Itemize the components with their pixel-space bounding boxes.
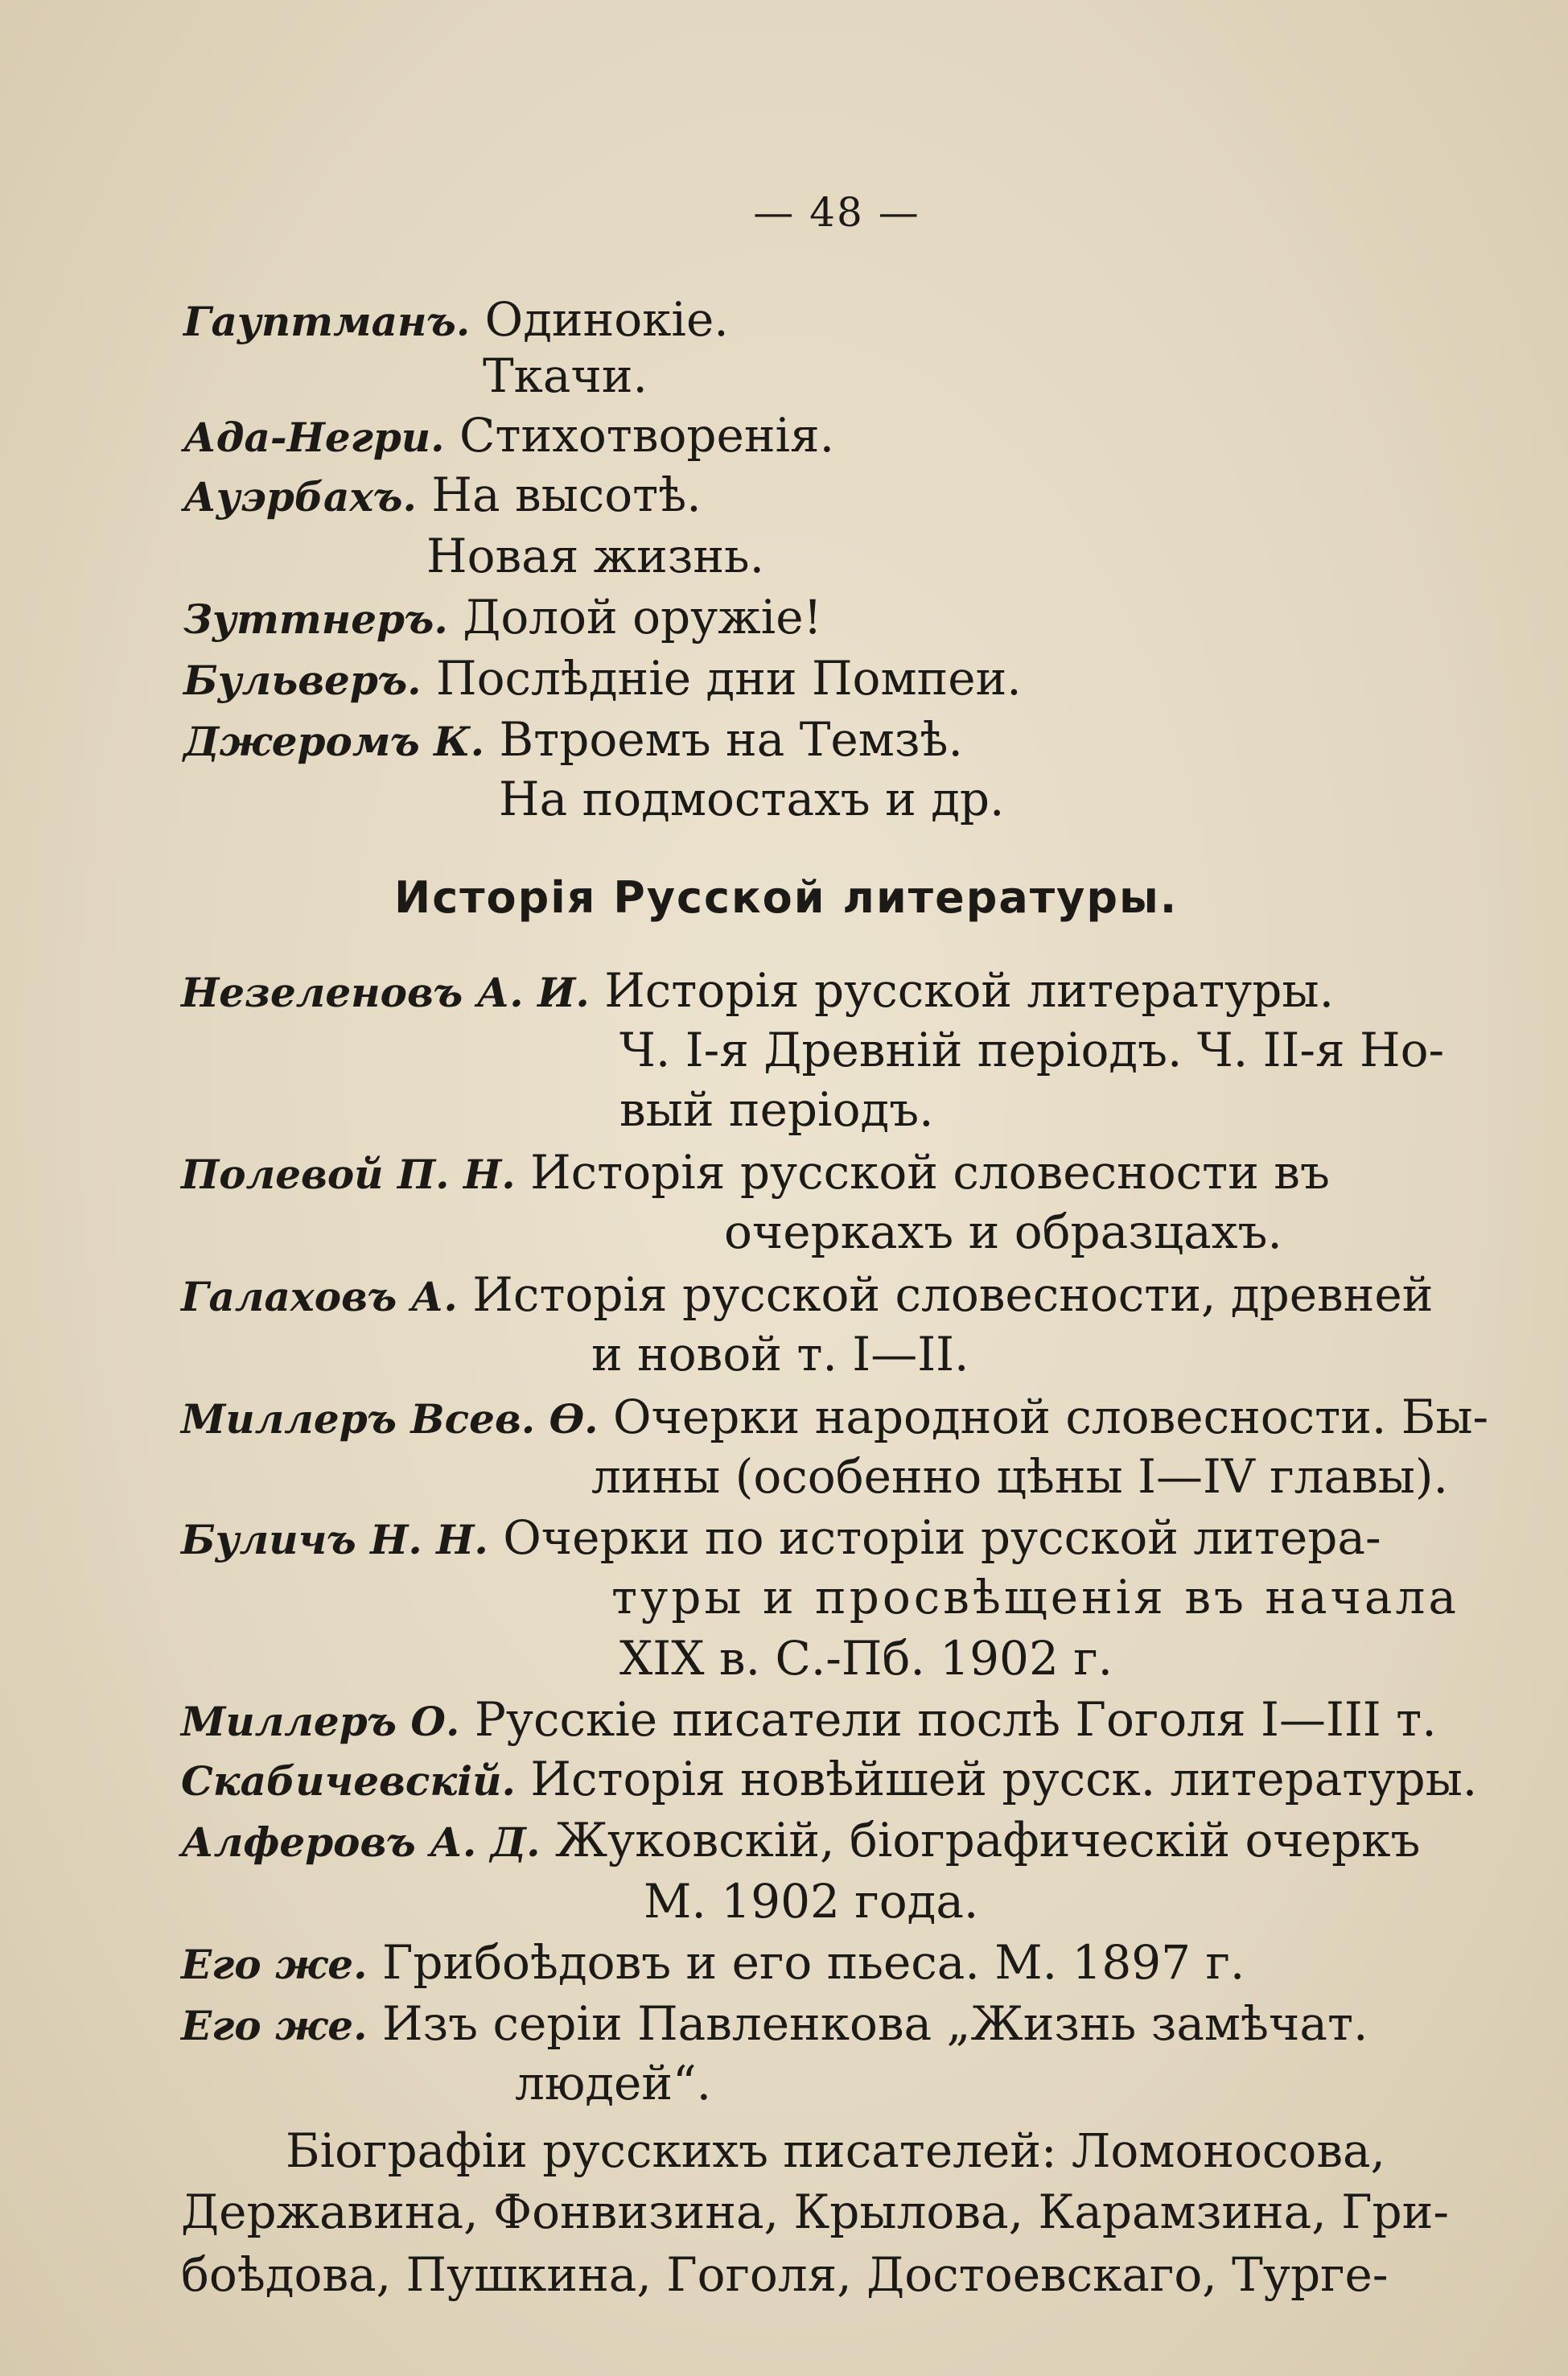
list-item bbox=[183, 711, 963, 770]
list-item bbox=[724, 1204, 1282, 1260]
list-item bbox=[181, 1389, 1488, 1447]
work-title: Очерки по исторіи русской литера- bbox=[503, 1510, 1381, 1565]
list-item bbox=[619, 1081, 934, 1138]
author-name: Ада-Негри. bbox=[183, 414, 445, 461]
list-item bbox=[619, 1630, 1113, 1686]
work-title: Послѣдніе дни Помпеи. bbox=[436, 651, 1022, 706]
work-title: XIX в. С.-Пб. 1902 г. bbox=[619, 1631, 1113, 1686]
work-title: Грибоѣдовъ и его пьеса. М. 1897 г. bbox=[381, 1935, 1245, 1990]
work-title: Очерки народной словесности. Бы- bbox=[613, 1390, 1489, 1444]
page-number: — 48 — bbox=[753, 189, 920, 236]
work-title: Русскіе писатели послѣ Гоголя I—III т. bbox=[474, 1692, 1437, 1747]
work-title: Новая жизнь. bbox=[426, 529, 765, 583]
author-name: Его же. bbox=[181, 2002, 368, 2049]
list-item bbox=[181, 962, 1334, 1021]
work-title: Изъ серіи Павленкова „Жизнь замѣчат. bbox=[381, 1996, 1368, 2051]
author-name: Бульверъ. bbox=[183, 657, 422, 704]
work-title: Исторія русской словесности, древней bbox=[472, 1267, 1434, 1322]
author-name: Скабичевскій. bbox=[181, 1757, 516, 1805]
author-name: Незеленовъ А. И. bbox=[181, 969, 590, 1016]
author-name: Алферовъ А. Д. bbox=[181, 1818, 541, 1866]
work-title: М. 1902 года. bbox=[644, 1874, 979, 1929]
list-item bbox=[644, 1873, 978, 1929]
section-heading: Исторія Русской литературы. bbox=[394, 872, 1179, 923]
author-name: Зуттнеръ. bbox=[183, 595, 448, 643]
list-item bbox=[611, 1569, 1459, 1625]
list-item bbox=[181, 1812, 1420, 1871]
work-title: Исторія русской словесности въ bbox=[530, 1145, 1330, 1200]
work-title: На подмостахъ и др. bbox=[499, 772, 1005, 826]
author-name: Буличъ Н. Н. bbox=[181, 1516, 488, 1563]
work-title: вый періодъ. bbox=[619, 1082, 934, 1137]
list-item bbox=[181, 1266, 1433, 1325]
list-item bbox=[181, 1934, 1245, 1993]
list-item bbox=[499, 771, 1004, 827]
author-name: Полевой П. Н. bbox=[181, 1151, 516, 1198]
list-item bbox=[483, 348, 648, 404]
list-item bbox=[183, 467, 702, 525]
work-title: людей“. bbox=[515, 2056, 712, 2110]
author-name: Гауптманъ. bbox=[183, 298, 471, 345]
work-title: Одинокіе. bbox=[484, 292, 729, 347]
work-title: лины (особенно цѣны I—IV главы). bbox=[591, 1449, 1448, 1504]
list-item bbox=[183, 407, 834, 466]
list-item bbox=[183, 291, 729, 350]
author-name: Миллеръ Всев. Ѳ. bbox=[181, 1395, 599, 1443]
list-item bbox=[181, 1751, 1477, 1810]
list-item bbox=[183, 589, 822, 648]
list-item bbox=[591, 1448, 1448, 1505]
work-title: очеркахъ и образцахъ. bbox=[724, 1204, 1282, 1259]
work-title: Ч. I-я Древній періодъ. Ч. II-я Но- bbox=[619, 1023, 1445, 1077]
work-title: туры и просвѣщенія въ начала bbox=[611, 1570, 1459, 1624]
list-item bbox=[181, 1995, 1368, 2054]
author-name: Джеромъ К. bbox=[183, 718, 485, 765]
work-title: Стихотворенія. bbox=[459, 408, 835, 463]
work-title: Исторія новѣйшей русск. литературы. bbox=[530, 1752, 1478, 1806]
paragraph-line: Державина, Фонвизина, Крылова, Карамзина, Гри- bbox=[181, 2185, 1449, 2239]
list-item bbox=[591, 1326, 969, 1382]
list-item bbox=[426, 528, 764, 584]
work-title: Долой оружіе! bbox=[463, 590, 822, 644]
list-item bbox=[181, 1691, 1437, 1750]
work-title: Исторія русской литературы. bbox=[604, 963, 1335, 1018]
author-name: Его же. bbox=[181, 1941, 368, 1988]
list-item bbox=[619, 1022, 1444, 1078]
author-name: Ауэрбахъ. bbox=[183, 473, 417, 521]
author-name: Миллеръ О. bbox=[181, 1698, 460, 1745]
list-item bbox=[183, 650, 1022, 709]
work-title: Ткачи. bbox=[483, 348, 648, 403]
work-title: На высотѣ. bbox=[431, 467, 702, 522]
paragraph-line: боѣдова, Пушкина, Гоголя, Достоевскаго, Турге- bbox=[181, 2247, 1389, 2302]
list-item bbox=[181, 1509, 1381, 1568]
work-title: и новой т. I—II. bbox=[591, 1327, 969, 1382]
list-item bbox=[515, 2055, 711, 2111]
author-name: Галаховъ А. bbox=[181, 1273, 458, 1320]
paragraph-line: Біографіи русскихъ писателей: Ломоносова, bbox=[286, 2123, 1385, 2178]
list-item bbox=[181, 1144, 1330, 1203]
work-title: Жуковскій, біографическій очеркъ bbox=[554, 1813, 1421, 1867]
work-title: Втроемъ на Темзѣ. bbox=[499, 712, 963, 767]
